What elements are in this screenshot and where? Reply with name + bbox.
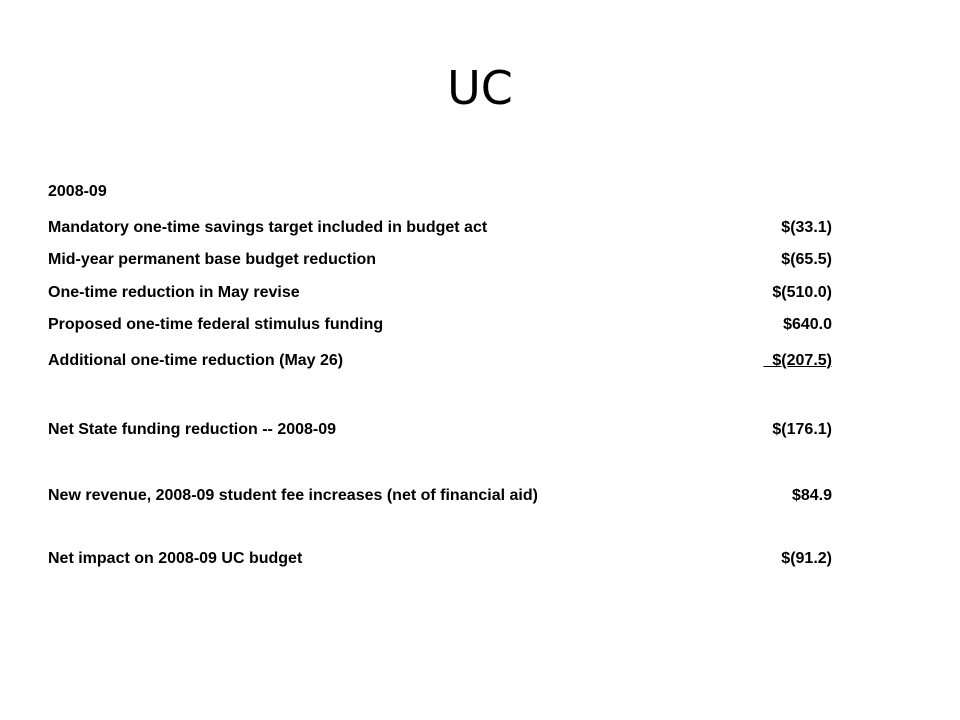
- line-item-label: Mid-year permanent base budget reduction: [48, 251, 377, 268]
- net-impact-label: Net impact on 2008-09 UC budget: [48, 550, 303, 567]
- budget-line-item: [48, 248, 832, 272]
- new-revenue-amount: $84.9: [791, 487, 832, 504]
- line-item-label: One-time reduction in May revise: [48, 284, 300, 301]
- line-item-label: Mandatory one-time savings target included in budget act: [48, 219, 488, 236]
- line-item-amount: $(33.1): [781, 219, 832, 236]
- net-state-amount: $(176.1): [772, 421, 832, 438]
- line-item-amount: $(510.0): [772, 284, 832, 301]
- line-item-label: Additional one-time reduction (May 26): [48, 352, 344, 369]
- net-impact-row: [48, 547, 832, 571]
- line-item-amount: $640.0: [783, 316, 832, 333]
- line-item-label: Proposed one-time federal stimulus funding: [48, 316, 384, 333]
- net-impact-amount: $(91.2): [781, 550, 832, 567]
- slide-title: UC: [447, 61, 513, 115]
- line-item-amount-underlined: $(207.5): [772, 352, 832, 369]
- new-revenue-label: New revenue, 2008-09 student fee increases (net of financial aid): [48, 487, 538, 504]
- budget-line-item: [48, 313, 832, 337]
- new-revenue-row: [48, 484, 832, 508]
- net-state-label: Net State funding reduction -- 2008-09: [48, 421, 337, 438]
- budget-line-item: [48, 349, 832, 373]
- budget-line-item: [48, 281, 832, 305]
- net-state-reduction-row: [48, 418, 832, 442]
- year-heading: 2008-09: [48, 183, 107, 200]
- line-item-amount: $(65.5): [781, 251, 832, 268]
- year-heading-row: [48, 180, 832, 204]
- budget-line-item: [48, 216, 832, 240]
